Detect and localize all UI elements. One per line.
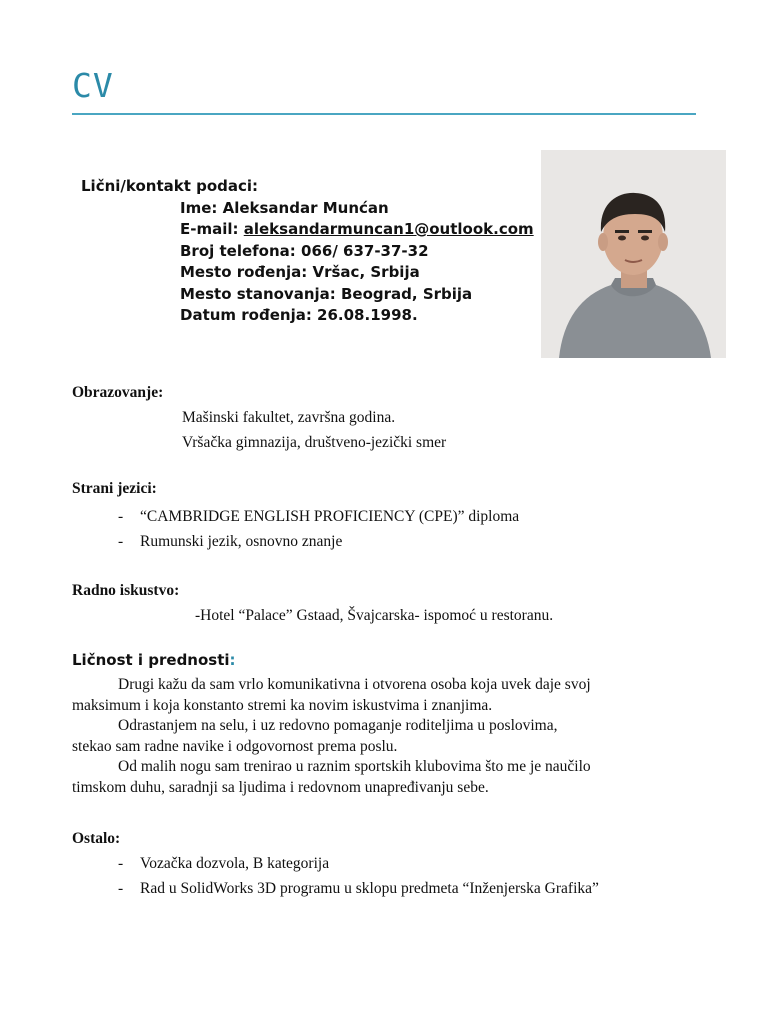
name-field: Ime: Aleksandar Munćan [180, 198, 389, 217]
personality-heading [72, 651, 236, 669]
contact-section [81, 176, 534, 327]
paragraph-line: timskom duhu, saradnji sa ljudima i redovnom unapređivanju sebe. [72, 778, 489, 796]
paragraph-line: stekao sam radne navike i odgovornost prema poslu. [72, 737, 398, 755]
paragraph-line: maksimum i koja konstanto stremi ka novim iskustvima i znanjima. [72, 696, 493, 714]
education-heading: Obrazovanje: [72, 384, 164, 401]
birthdate-field: Datum rođenja: 26.08.1998. [180, 306, 418, 324]
phone-field: Broj telefona: 066/ 637-37-32 [180, 241, 429, 260]
profile-photo [541, 150, 726, 358]
email-field [81, 219, 534, 241]
work-item: -Hotel “Palace” Gstaad, Švajcarska- ispomoć u restoranu. [195, 607, 554, 624]
cv-title: CV [72, 66, 114, 105]
personality-paragraph [72, 757, 672, 798]
other-item [118, 855, 329, 873]
language-text: Rumunski jezik, osnovno znanje [140, 533, 343, 550]
email-link[interactable]: aleksandarmuncan1@outlook.com [243, 220, 534, 238]
portrait-image [541, 150, 726, 358]
birthplace-field: Mesto rođenja: Vršac, Srbija [180, 263, 420, 281]
bullet-dash: - [118, 880, 124, 897]
other-heading: Ostalo: [72, 830, 121, 847]
language-item [118, 508, 519, 526]
paragraph-line: Drugi kažu da sam vrlo komunikativna i otvorena osoba koja uvek daje svoj [118, 676, 591, 693]
bullet-dash: - [118, 855, 124, 872]
personality-paragraph [72, 675, 672, 716]
bullet-dash: - [118, 533, 124, 550]
work-heading: Radno iskustvo: [72, 582, 180, 599]
paragraph-line: Od malih nogu sam trenirao u raznim sportskih klubovima što me je naučilo [118, 758, 591, 775]
other-text: Vozačka dozvola, B kategorija [140, 855, 330, 872]
language-item [118, 533, 342, 551]
contact-heading: Lični/kontakt podaci: [81, 177, 259, 195]
bullet-dash: - [118, 508, 124, 525]
education-item: Mašinski fakultet, završna godina. [182, 409, 396, 426]
residence-field: Mesto stanovanja: Beograd, Srbija [180, 284, 473, 303]
title-divider [72, 113, 696, 115]
language-text: “CAMBRIDGE ENGLISH PROFICIENCY (CPE)” diploma [140, 508, 520, 525]
other-item [118, 880, 599, 898]
education-item: Vršačka gimnazija, društveno-jezički smer [182, 434, 447, 451]
languages-heading: Strani jezici: [72, 480, 157, 497]
personality-heading-text: Ličnost i prednosti [72, 651, 230, 669]
personality-heading-colon: : [229, 651, 236, 669]
personality-paragraph [72, 716, 672, 757]
paragraph-line: Odrastanjem na selu, i uz redovno pomaganje roditeljima u poslovima, [118, 717, 558, 734]
other-text: Rad u SolidWorks 3D programu u sklopu predmeta “Inženjerska Grafika” [140, 880, 599, 897]
email-label: E-mail: [180, 220, 244, 238]
